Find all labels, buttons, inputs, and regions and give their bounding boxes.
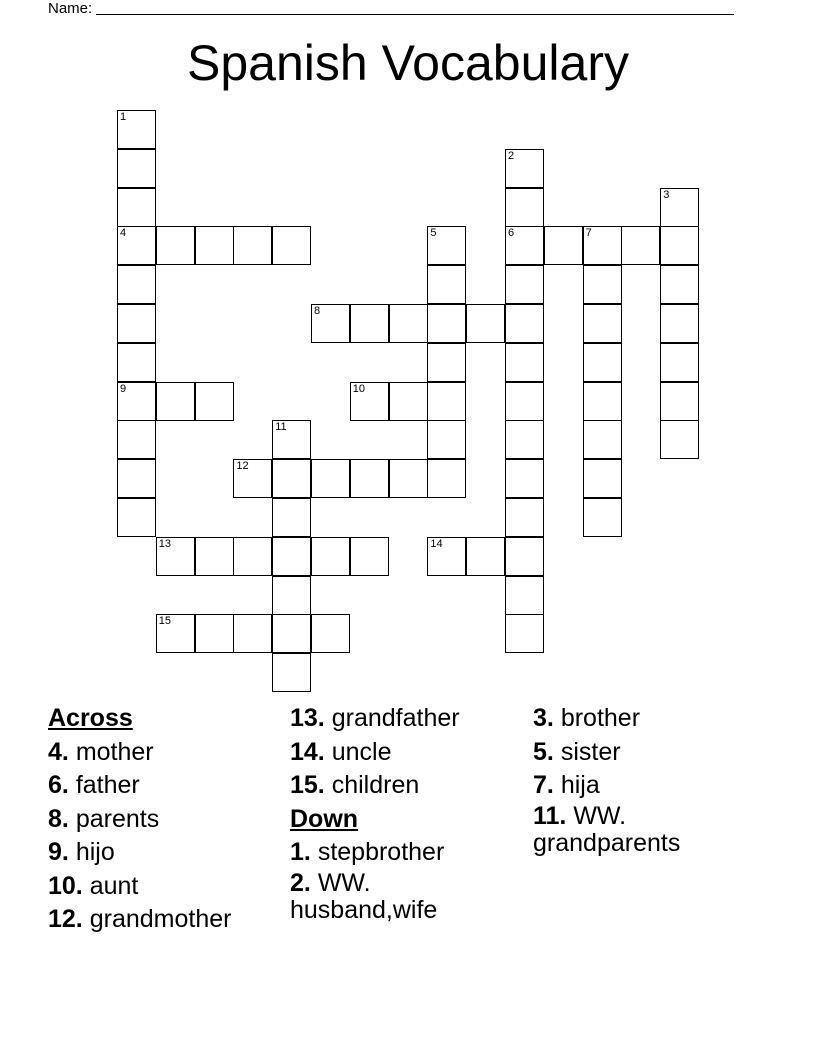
grid-cell[interactable] (505, 304, 544, 343)
grid-cell[interactable] (311, 614, 350, 653)
grid-cell[interactable] (583, 382, 622, 421)
grid-cell[interactable] (350, 537, 389, 576)
grid-cell[interactable] (233, 537, 272, 576)
clue-number: 4 (120, 227, 127, 240)
grid-cell[interactable] (117, 188, 156, 227)
grid-cell[interactable] (660, 304, 699, 343)
grid-cell[interactable] (233, 226, 272, 265)
grid-cell[interactable] (621, 226, 660, 265)
clue-across-15: 15. children (290, 771, 420, 799)
clue-across-14: 14. uncle (290, 737, 392, 766)
grid-cell[interactable] (505, 382, 544, 421)
clue-across-4: 4. mother (48, 737, 154, 766)
clue-number: 5 (430, 227, 437, 240)
grid-cell[interactable] (195, 614, 234, 653)
clue-down-1: 1. stepbrother (290, 838, 445, 866)
grid-cell[interactable] (272, 498, 311, 537)
grid-cell[interactable] (660, 420, 699, 459)
clue-across-13: 13. grandfather (290, 704, 460, 732)
grid-cell[interactable] (427, 382, 466, 421)
grid-cell[interactable] (505, 498, 544, 537)
name-label: Name: (48, 0, 93, 17)
grid-cell[interactable] (583, 304, 622, 343)
grid-cell[interactable] (466, 537, 505, 576)
grid-cell[interactable] (350, 459, 389, 498)
across-heading: Across (48, 704, 133, 732)
grid-cell[interactable] (117, 304, 156, 343)
grid-cell[interactable] (505, 576, 544, 615)
clue-number: 9 (120, 382, 127, 395)
grid-cell[interactable] (660, 188, 699, 227)
clue-column-3 (533, 702, 773, 863)
clue-number: 13 (158, 537, 172, 550)
clue-number: 8 (314, 305, 321, 317)
clue-number: 6 (508, 227, 515, 240)
grid-cell[interactable] (505, 537, 544, 576)
clue-number: 2 (508, 149, 515, 162)
grid-cell[interactable] (117, 343, 156, 382)
grid-cell[interactable] (117, 459, 156, 498)
grid-cell[interactable] (505, 226, 544, 265)
clue-number: 3 (663, 188, 670, 201)
grid-cell[interactable] (233, 459, 272, 498)
grid-cell[interactable] (505, 420, 544, 459)
grid-cell[interactable] (427, 265, 466, 304)
down-heading: Down (290, 804, 359, 833)
clue-down-2: 2. WW. husband,wife (290, 868, 438, 924)
clue-across-12: 12. grandmother (48, 905, 232, 933)
grid-cell[interactable] (311, 304, 350, 343)
grid-cell[interactable] (427, 459, 466, 498)
grid-cell[interactable] (583, 459, 622, 498)
clue-down-7: 7. hija (533, 771, 600, 799)
grid-cell[interactable] (272, 226, 311, 265)
grid-cell[interactable] (117, 265, 156, 304)
grid-cell[interactable] (466, 304, 505, 343)
grid-cell[interactable] (272, 614, 311, 653)
grid-cell[interactable] (583, 420, 622, 459)
grid-cell[interactable] (311, 537, 350, 576)
clue-down-3: 3. brother (533, 704, 641, 732)
grid-cell[interactable] (350, 304, 389, 343)
clue-column-1 (48, 702, 278, 937)
clue-column-2 (290, 702, 520, 930)
grid-cell[interactable] (272, 576, 311, 615)
grid-cell[interactable] (117, 226, 156, 265)
clue-down-11: 11. WW. grandparents (533, 801, 681, 857)
grid-cell[interactable] (389, 304, 428, 343)
grid-cell[interactable] (156, 614, 195, 653)
grid-cell[interactable] (195, 537, 234, 576)
grid-cell[interactable] (427, 343, 466, 382)
grid-cell[interactable] (583, 226, 622, 265)
grid-cell[interactable] (117, 382, 156, 421)
grid-cell[interactable] (505, 614, 544, 653)
grid-cell[interactable] (117, 110, 156, 149)
grid-cell[interactable] (272, 420, 311, 459)
grid-cell[interactable] (427, 226, 466, 265)
clue-number: 7 (585, 227, 592, 240)
grid-cell[interactable] (156, 226, 195, 265)
grid-cell[interactable] (350, 382, 389, 421)
grid-cell[interactable] (505, 343, 544, 382)
grid-cell[interactable] (195, 226, 234, 265)
page-title: Spanish Vocabulary (187, 35, 629, 91)
grid-cell[interactable] (233, 614, 272, 653)
grid-cell[interactable] (583, 498, 622, 537)
grid-cell[interactable] (660, 343, 699, 382)
clue-across-10: 10. aunt (48, 871, 139, 900)
clue-number: 11 (275, 421, 287, 434)
grid-cell[interactable] (117, 149, 156, 188)
grid-cell[interactable] (544, 226, 583, 265)
grid-cell[interactable] (389, 459, 428, 498)
grid-cell[interactable] (272, 537, 311, 576)
grid-cell[interactable] (195, 382, 234, 421)
grid-cell[interactable] (505, 459, 544, 498)
clue-number: 15 (158, 615, 172, 628)
grid-cell[interactable] (272, 653, 311, 692)
grid-cell[interactable] (427, 537, 466, 576)
clue-number: 14 (430, 537, 443, 550)
grid-cell[interactable] (156, 537, 195, 576)
clue-number: 12 (236, 460, 249, 473)
grid-cell[interactable] (505, 188, 544, 227)
grid-cell[interactable] (427, 304, 466, 343)
grid-cell[interactable] (660, 226, 699, 265)
grid-cell[interactable] (427, 420, 466, 459)
grid-cell[interactable] (272, 459, 311, 498)
grid-cell[interactable] (505, 265, 544, 304)
grid-cell[interactable] (583, 343, 622, 382)
grid-cell[interactable] (583, 265, 622, 304)
clue-across-8: 8. parents (48, 804, 160, 833)
grid-cell[interactable] (660, 265, 699, 304)
clue-across-9: 9. hijo (48, 838, 115, 866)
clue-down-5: 5. sister (533, 737, 621, 766)
clue-across-6: 6. father (48, 771, 140, 799)
grid-cell[interactable] (660, 382, 699, 421)
clue-number: 10 (352, 382, 366, 395)
grid-cell[interactable] (117, 420, 156, 459)
grid-cell[interactable] (156, 382, 195, 421)
grid-cell[interactable] (117, 498, 156, 537)
grid-cell[interactable] (389, 382, 428, 421)
clue-number: 1 (120, 111, 127, 123)
grid-cell[interactable] (311, 459, 350, 498)
grid-cell[interactable] (505, 149, 544, 188)
